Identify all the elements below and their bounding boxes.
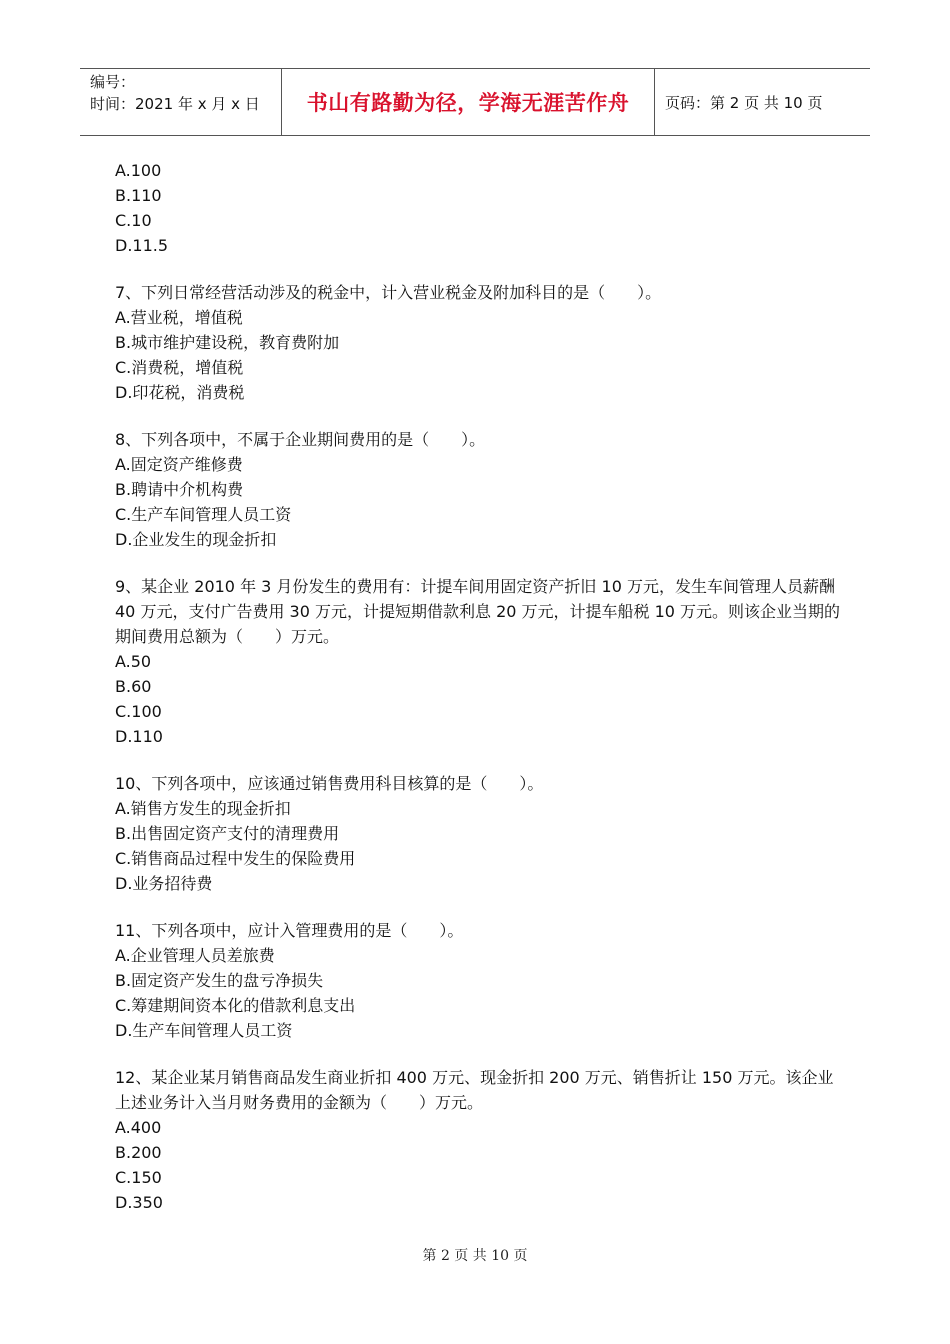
option-d: D.生产车间管理人员工资 bbox=[115, 1021, 293, 1040]
option-a: A.企业管理人员差旅费 bbox=[115, 946, 275, 965]
question-item bbox=[115, 574, 845, 749]
option-c: C.销售商品过程中发生的保险费用 bbox=[115, 849, 356, 868]
option-d: D.350 bbox=[115, 1193, 163, 1212]
page-header bbox=[80, 68, 870, 136]
page-info: 页码：第 2 页 共 10 页 bbox=[665, 93, 823, 112]
option-d: D.110 bbox=[115, 727, 163, 746]
question-item bbox=[115, 158, 845, 258]
page-footer bbox=[0, 1245, 950, 1265]
document-number-label: 编号： bbox=[90, 73, 136, 91]
option-a: A.100 bbox=[115, 161, 162, 180]
option-b: B.固定资产发生的盘亏净损失 bbox=[115, 971, 324, 990]
question-list bbox=[115, 158, 845, 1215]
option-b: B.110 bbox=[115, 186, 162, 205]
option-c: C.10 bbox=[115, 211, 152, 230]
option-b: B.200 bbox=[115, 1143, 162, 1162]
option-d: D.企业发生的现金折扣 bbox=[115, 530, 277, 549]
question-item bbox=[115, 918, 845, 1043]
option-a: A.50 bbox=[115, 652, 152, 671]
option-b: B.出售固定资产支付的清理费用 bbox=[115, 824, 340, 843]
option-b: B.城市维护建设税，教育费附加 bbox=[115, 333, 340, 352]
header-motto-cell bbox=[282, 69, 655, 135]
question-text: 10、下列各项中，应该通过销售费用科目核算的是（ ）。 bbox=[115, 774, 544, 793]
option-d: D.11.5 bbox=[115, 236, 169, 255]
question-text: 11、下列各项中，应计入管理费用的是（ ）。 bbox=[115, 921, 464, 940]
header-page-info-cell bbox=[655, 69, 870, 135]
option-c: C.筹建期间资本化的借款利息支出 bbox=[115, 996, 356, 1015]
document-date: 时间：2021 年 x 月 x 日 bbox=[90, 95, 260, 113]
question-item bbox=[115, 1065, 845, 1215]
option-b: B.聘请中介机构费 bbox=[115, 480, 244, 499]
option-c: C.生产车间管理人员工资 bbox=[115, 505, 292, 524]
option-c: C.150 bbox=[115, 1168, 162, 1187]
question-item bbox=[115, 280, 845, 405]
question-text: 8、下列各项中，不属于企业期间费用的是（ ）。 bbox=[115, 430, 486, 449]
question-text: 7、下列日常经营活动涉及的税金中，计入营业税金及附加科目的是（ ）。 bbox=[115, 283, 662, 302]
option-a: A.400 bbox=[115, 1118, 162, 1137]
option-d: D.业务招待费 bbox=[115, 874, 213, 893]
footer-page-number: 第 2 页 共 10 页 bbox=[422, 1248, 528, 1264]
motto-text: 书山有路勤为径，学海无涯苦作舟 bbox=[306, 90, 630, 115]
header-meta bbox=[80, 69, 282, 135]
question-item bbox=[115, 427, 845, 552]
question-item bbox=[115, 771, 845, 896]
option-a: A.销售方发生的现金折扣 bbox=[115, 799, 291, 818]
option-b: B.60 bbox=[115, 677, 152, 696]
option-a: A.营业税，增值税 bbox=[115, 308, 243, 327]
question-text: 12、某企业某月销售商品发生商业折扣 400 万元、现金折扣 200 万元、销售折让 150 万元。该企业上述业务计入当月财务费用的金额为（ ）万元。 bbox=[115, 1068, 834, 1112]
question-text: 9、某企业 2010 年 3 月份发生的费用有：计提车间用固定资产折旧 10 万元，发生车间管理人员薪酬 40 万元，支付广告费用 30 万元，计提短期借款利息 20 万元，计提车船税 10 万元。则该企业当期的期间费用总额为（ ）万元。 bbox=[115, 577, 841, 646]
option-d: D.印花税，消费税 bbox=[115, 383, 245, 402]
option-c: C.100 bbox=[115, 702, 162, 721]
option-a: A.固定资产维修费 bbox=[115, 455, 243, 474]
option-c: C.消费税，增值税 bbox=[115, 358, 244, 377]
